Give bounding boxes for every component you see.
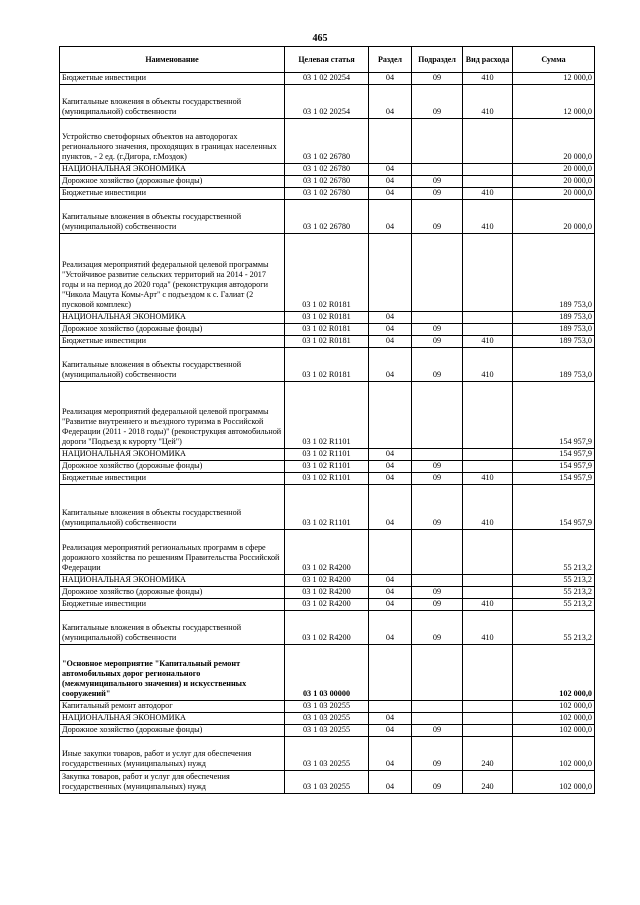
row-section: 04	[369, 611, 412, 645]
row-expense-type	[463, 645, 513, 701]
table-row	[60, 599, 595, 611]
row-subsection: 09	[412, 461, 463, 473]
budget-table	[59, 46, 595, 794]
row-name: Капитальные вложения в объекты государственной (муниципальной) собственности	[60, 85, 285, 119]
row-section: 04	[369, 737, 412, 771]
table-row	[60, 713, 595, 725]
row-subsection: 09	[412, 611, 463, 645]
table-row	[60, 575, 595, 587]
row-sum: 189 753,0	[513, 348, 595, 382]
row-expense-type	[463, 382, 513, 449]
table-row	[60, 645, 595, 701]
row-code: 03 1 03 20255	[285, 771, 369, 794]
header-name: Наименование	[60, 47, 285, 73]
table-row	[60, 119, 595, 164]
row-sum: 20 000,0	[513, 119, 595, 164]
row-name: Дорожное хозяйство (дорожные фонды)	[60, 461, 285, 473]
row-expense-type	[463, 176, 513, 188]
row-name: Бюджетные инвестиции	[60, 73, 285, 85]
row-expense-type: 410	[463, 473, 513, 485]
row-name: Реализация мероприятий федеральной целевой программы "Устойчивое развитие сельских территорий на 2014 - 2017 годы и на период до 2020 года" (реконструкция автодороги "Чикола Мацута Комы-Арт" с подъездом к с. Галиат (2 пусковой комплекс)	[60, 234, 285, 312]
row-name: Капитальные вложения в объекты государственной (муниципальной) собственности	[60, 485, 285, 530]
row-subsection: 09	[412, 725, 463, 737]
row-section	[369, 234, 412, 312]
row-section	[369, 530, 412, 575]
row-subsection	[412, 164, 463, 176]
header-subsection: Подраздел	[412, 47, 463, 73]
row-section: 04	[369, 485, 412, 530]
row-code: 03 1 02 R4200	[285, 575, 369, 587]
row-name: Бюджетные инвестиции	[60, 599, 285, 611]
row-sum: 12 000,0	[513, 85, 595, 119]
row-subsection	[412, 701, 463, 713]
row-subsection: 09	[412, 176, 463, 188]
table-row	[60, 348, 595, 382]
row-subsection: 09	[412, 599, 463, 611]
row-section: 04	[369, 771, 412, 794]
row-code: 03 1 02 R1101	[285, 461, 369, 473]
row-code: 03 1 03 00000	[285, 645, 369, 701]
row-subsection: 09	[412, 348, 463, 382]
row-expense-type	[463, 324, 513, 336]
row-code: 03 1 02 20254	[285, 85, 369, 119]
row-subsection: 09	[412, 771, 463, 794]
header-sum: Сумма	[513, 47, 595, 73]
row-section: 04	[369, 176, 412, 188]
row-section: 04	[369, 324, 412, 336]
row-sum: 55 213,2	[513, 530, 595, 575]
row-subsection: 09	[412, 200, 463, 234]
table-row	[60, 188, 595, 200]
row-name: НАЦИОНАЛЬНАЯ ЭКОНОМИКА	[60, 713, 285, 725]
row-section: 04	[369, 587, 412, 599]
row-expense-type: 410	[463, 85, 513, 119]
row-subsection: 09	[412, 85, 463, 119]
row-expense-type	[463, 587, 513, 599]
row-code: 03 1 02 20254	[285, 73, 369, 85]
row-section	[369, 382, 412, 449]
row-expense-type	[463, 530, 513, 575]
table-row	[60, 473, 595, 485]
row-sum: 20 000,0	[513, 176, 595, 188]
row-section: 04	[369, 725, 412, 737]
row-sum: 189 753,0	[513, 312, 595, 324]
table-row	[60, 461, 595, 473]
row-section	[369, 645, 412, 701]
row-code: 03 1 02 R1101	[285, 485, 369, 530]
row-code: 03 1 02 26780	[285, 200, 369, 234]
row-section: 04	[369, 473, 412, 485]
row-sum: 102 000,0	[513, 737, 595, 771]
row-name: Дорожное хозяйство (дорожные фонды)	[60, 587, 285, 599]
row-section: 04	[369, 85, 412, 119]
row-sum: 20 000,0	[513, 200, 595, 234]
table-row	[60, 176, 595, 188]
row-section: 04	[369, 336, 412, 348]
row-expense-type: 410	[463, 73, 513, 85]
row-name: Закупка товаров, работ и услуг для обеспечения государственных (муниципальных) нужд	[60, 771, 285, 794]
row-code: 03 1 03 20255	[285, 737, 369, 771]
row-name: Дорожное хозяйство (дорожные фонды)	[60, 725, 285, 737]
row-section: 04	[369, 348, 412, 382]
row-name: Реализация мероприятий региональных программ в сфере дорожного хозяйства по решениям Правительства Российской Федерации	[60, 530, 285, 575]
row-name: Дорожное хозяйство (дорожные фонды)	[60, 324, 285, 336]
header-code: Целевая статья	[285, 47, 369, 73]
row-expense-type	[463, 713, 513, 725]
row-expense-type: 410	[463, 200, 513, 234]
table-header-row	[60, 47, 595, 73]
table-row	[60, 85, 595, 119]
row-section: 04	[369, 575, 412, 587]
row-sum: 102 000,0	[513, 645, 595, 701]
row-expense-type	[463, 701, 513, 713]
row-sum: 102 000,0	[513, 771, 595, 794]
table-row	[60, 737, 595, 771]
table-row	[60, 725, 595, 737]
row-section: 04	[369, 312, 412, 324]
row-subsection	[412, 575, 463, 587]
row-name: Капитальные вложения в объекты государственной (муниципальной) собственности	[60, 200, 285, 234]
row-expense-type	[463, 164, 513, 176]
table-row	[60, 485, 595, 530]
row-code: 03 1 02 26780	[285, 188, 369, 200]
row-sum: 12 000,0	[513, 73, 595, 85]
row-sum: 154 957,9	[513, 485, 595, 530]
row-code: 03 1 02 26780	[285, 119, 369, 164]
row-name: Капитальные вложения в объекты государственной (муниципальной) собственности	[60, 611, 285, 645]
row-subsection: 09	[412, 473, 463, 485]
row-name: Бюджетные инвестиции	[60, 188, 285, 200]
row-section: 04	[369, 164, 412, 176]
row-subsection: 09	[412, 73, 463, 85]
row-name: Реализация мероприятий федеральной целевой программы "Развитие внутреннего и въездного туризма в Российской Федерации (2011 - 2018 годы)" (реконструкция автомобильной дороги "Подъезд к курорту "Цей")	[60, 382, 285, 449]
row-sum: 154 957,9	[513, 449, 595, 461]
row-subsection	[412, 645, 463, 701]
row-sum: 154 957,9	[513, 382, 595, 449]
row-code: 03 1 02 R4200	[285, 611, 369, 645]
table-row	[60, 336, 595, 348]
row-code: 03 1 03 20255	[285, 725, 369, 737]
row-sum: 20 000,0	[513, 188, 595, 200]
row-subsection	[412, 530, 463, 575]
row-expense-type	[463, 234, 513, 312]
row-name: Бюджетные инвестиции	[60, 336, 285, 348]
row-section: 04	[369, 713, 412, 725]
row-name: Капитальные вложения в объекты государственной (муниципальной) собственности	[60, 348, 285, 382]
row-subsection: 09	[412, 324, 463, 336]
row-subsection	[412, 234, 463, 312]
table-row	[60, 701, 595, 713]
row-sum: 189 753,0	[513, 234, 595, 312]
row-code: 03 1 02 26780	[285, 176, 369, 188]
row-sum: 102 000,0	[513, 701, 595, 713]
row-expense-type: 240	[463, 737, 513, 771]
row-section: 04	[369, 73, 412, 85]
table-row	[60, 324, 595, 336]
row-expense-type	[463, 312, 513, 324]
row-expense-type	[463, 461, 513, 473]
row-subsection: 09	[412, 485, 463, 530]
row-sum: 55 213,2	[513, 587, 595, 599]
row-expense-type	[463, 119, 513, 164]
row-code: 03 1 02 R1101	[285, 449, 369, 461]
table-row	[60, 530, 595, 575]
table-row	[60, 611, 595, 645]
table-row	[60, 200, 595, 234]
row-name: Дорожное хозяйство (дорожные фонды)	[60, 176, 285, 188]
row-name: Устройство светофорных объектов на автодорогах регионального значения, проходящих в границах населенных пунктов, - 2 ед. (г.Дигора, г.Моздок)	[60, 119, 285, 164]
row-sum: 55 213,2	[513, 611, 595, 645]
row-code: 03 1 02 26780	[285, 164, 369, 176]
row-expense-type: 410	[463, 348, 513, 382]
row-section: 04	[369, 599, 412, 611]
row-code: 03 1 03 20255	[285, 713, 369, 725]
table-row	[60, 771, 595, 794]
row-name: Капитальный ремонт автодорог	[60, 701, 285, 713]
row-expense-type: 410	[463, 611, 513, 645]
row-code: 03 1 02 R4200	[285, 599, 369, 611]
row-section: 04	[369, 188, 412, 200]
row-sum: 154 957,9	[513, 461, 595, 473]
row-expense-type: 410	[463, 188, 513, 200]
row-code: 03 1 02 R0181	[285, 348, 369, 382]
row-name: НАЦИОНАЛЬНАЯ ЭКОНОМИКА	[60, 164, 285, 176]
row-expense-type: 240	[463, 771, 513, 794]
row-code: 03 1 03 20255	[285, 701, 369, 713]
row-name: Бюджетные инвестиции	[60, 473, 285, 485]
row-sum: 154 957,9	[513, 473, 595, 485]
row-sum: 189 753,0	[513, 336, 595, 348]
row-code: 03 1 02 R0181	[285, 336, 369, 348]
row-name: НАЦИОНАЛЬНАЯ ЭКОНОМИКА	[60, 312, 285, 324]
row-sum: 102 000,0	[513, 725, 595, 737]
row-section	[369, 701, 412, 713]
row-subsection: 09	[412, 737, 463, 771]
table-row	[60, 449, 595, 461]
row-code: 03 1 02 R0181	[285, 312, 369, 324]
row-expense-type: 410	[463, 485, 513, 530]
row-name: НАЦИОНАЛЬНАЯ ЭКОНОМИКА	[60, 575, 285, 587]
row-code: 03 1 02 R4200	[285, 530, 369, 575]
row-name: НАЦИОНАЛЬНАЯ ЭКОНОМИКА	[60, 449, 285, 461]
row-sum: 102 000,0	[513, 713, 595, 725]
row-subsection	[412, 713, 463, 725]
row-section: 04	[369, 200, 412, 234]
table-row	[60, 234, 595, 312]
row-subsection: 09	[412, 336, 463, 348]
row-code: 03 1 02 R1101	[285, 473, 369, 485]
row-name: "Основное мероприятие "Капитальный ремонт автомобильных дорог регионального (межмуниципального значения) и искусственных сооружений"	[60, 645, 285, 701]
row-name: Иные закупки товаров, работ и услуг для обеспечения государственных (муниципальных) нужд	[60, 737, 285, 771]
table-row	[60, 312, 595, 324]
row-code: 03 1 02 R0181	[285, 234, 369, 312]
row-subsection	[412, 119, 463, 164]
row-expense-type	[463, 725, 513, 737]
row-sum: 55 213,2	[513, 599, 595, 611]
row-section: 04	[369, 449, 412, 461]
row-sum: 189 753,0	[513, 324, 595, 336]
table-row	[60, 382, 595, 449]
row-subsection	[412, 382, 463, 449]
row-expense-type	[463, 575, 513, 587]
row-subsection	[412, 312, 463, 324]
table-row	[60, 73, 595, 85]
table-row	[60, 164, 595, 176]
header-section: Раздел	[369, 47, 412, 73]
page-number: 465	[312, 33, 328, 44]
row-expense-type: 410	[463, 336, 513, 348]
row-code: 03 1 02 R0181	[285, 324, 369, 336]
row-code: 03 1 02 R1101	[285, 382, 369, 449]
row-expense-type: 410	[463, 599, 513, 611]
table-row	[60, 587, 595, 599]
row-expense-type	[463, 449, 513, 461]
header-expense-type: Вид расхода	[463, 47, 513, 73]
row-sum: 55 213,2	[513, 575, 595, 587]
row-subsection	[412, 449, 463, 461]
row-section	[369, 119, 412, 164]
row-section: 04	[369, 461, 412, 473]
row-code: 03 1 02 R4200	[285, 587, 369, 599]
row-sum: 20 000,0	[513, 164, 595, 176]
row-subsection: 09	[412, 587, 463, 599]
row-subsection: 09	[412, 188, 463, 200]
